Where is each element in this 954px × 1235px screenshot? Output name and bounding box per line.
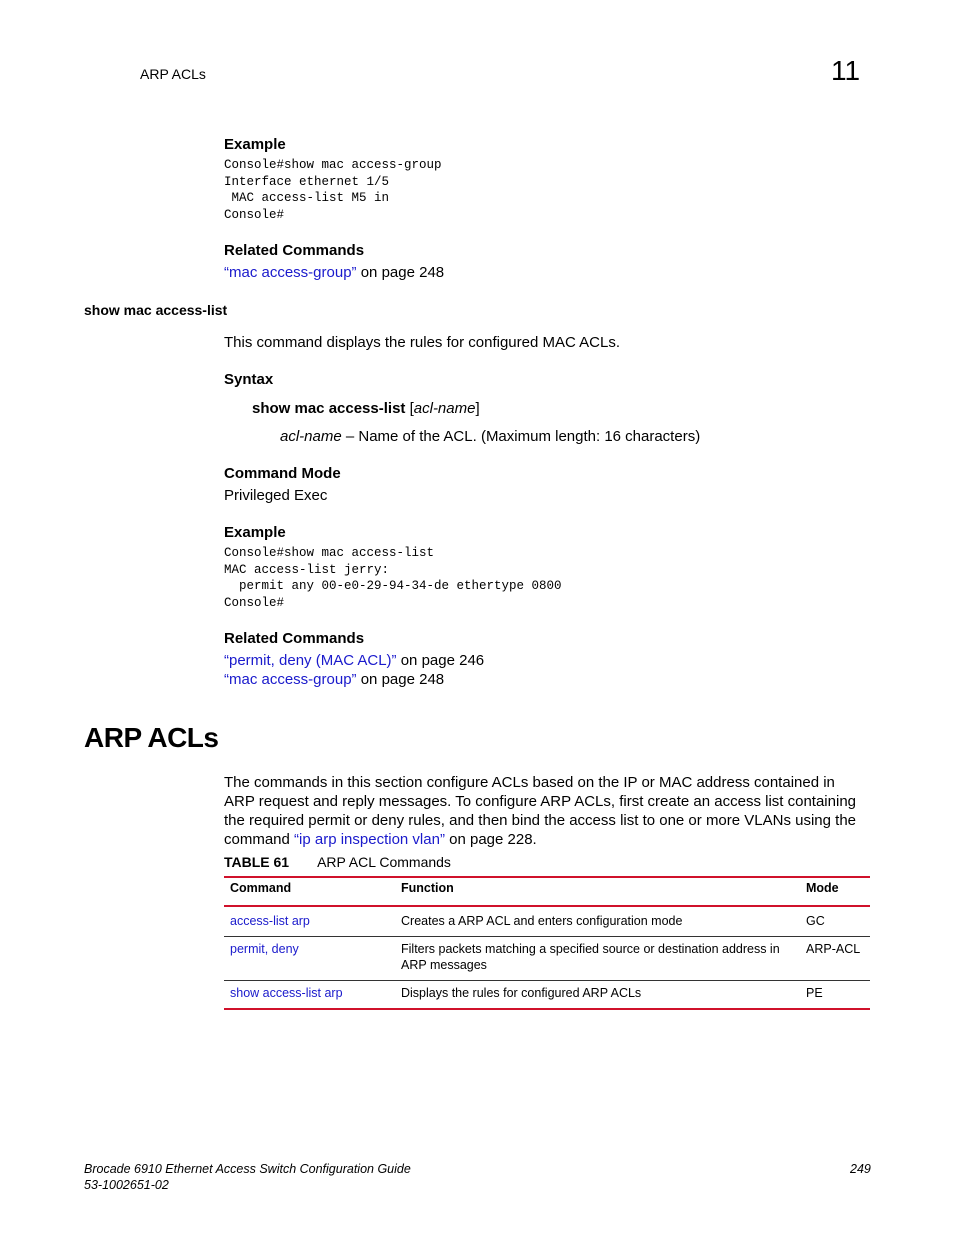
page-reference: on page 248: [356, 264, 445, 281]
section-title: ARP ACLs: [84, 722, 219, 753]
footer-doc-info: [84, 1161, 411, 1193]
table-label: TABLE 61: [224, 854, 290, 870]
related-command-link[interactable]: “permit, deny (MAC ACL)”: [224, 652, 397, 669]
page-reference: on page 246: [396, 652, 485, 669]
column-header-command: Command: [230, 881, 292, 895]
table-row: [224, 937, 870, 981]
syntax-heading: Syntax: [224, 371, 274, 388]
page-reference: on page 248: [356, 671, 445, 688]
intro-link[interactable]: “ip arp inspection vlan”: [294, 831, 445, 848]
example-code: Console#show mac access-list MAC access-list jerry: permit any 00-e0-29-94-34-de ethertype 0800 Console#: [224, 546, 562, 610]
footer-doc-number: 53-1002651-02: [84, 1178, 169, 1192]
section-intro: [224, 773, 864, 849]
parameter-description: [280, 427, 700, 446]
intro-text: The commands in this section configure ACLs based on the IP or MAC address contained in ARP request and reply messages. To configure ARP ACLs, first create an access list containing the required permit or deny rules, and then bind the access list to one or more VLANs using the command: [224, 774, 857, 848]
mode-cell: PE: [806, 986, 823, 1000]
page-number: 249: [850, 1162, 871, 1176]
example-heading: Example: [224, 136, 286, 153]
table-caption: [224, 854, 451, 870]
example-heading: Example: [224, 524, 286, 541]
syntax-bracket: [: [405, 400, 414, 417]
example-code: Console#show mac access-group Interface ethernet 1/5 MAC access-list M5 in Console#: [224, 158, 442, 222]
related-command-link[interactable]: “mac access-group”: [224, 671, 357, 688]
syntax-command: show mac access-list: [252, 400, 406, 417]
mode-cell: GC: [806, 914, 825, 928]
function-cell: Displays the rules for configured ARP ACLs: [401, 986, 642, 1000]
function-cell: Creates a ARP ACL and enters configuration mode: [401, 914, 683, 928]
command-link[interactable]: permit, deny: [230, 942, 299, 956]
related-commands-heading: Related Commands: [224, 242, 365, 259]
table-header-row: [224, 877, 870, 906]
related-command-item: [224, 670, 444, 689]
command-description: This command displays the rules for configured MAC ACLs.: [224, 334, 620, 351]
footer-doc-title: Brocade 6910 Ethernet Access Switch Configuration Guide: [84, 1162, 411, 1176]
command-mode-heading: Command Mode: [224, 465, 341, 482]
table-caption-text: ARP ACL Commands: [317, 854, 451, 870]
running-header: ARP ACLs: [140, 66, 206, 82]
column-header-mode: Mode: [806, 881, 839, 895]
parameter-name: acl-name: [280, 428, 342, 445]
syntax-param: acl-name: [413, 400, 476, 417]
intro-page-reference: on page 228.: [444, 831, 537, 848]
table-row: [224, 981, 870, 1010]
related-command-link[interactable]: “mac access-group”: [224, 264, 357, 281]
parameter-text: – Name of the ACL. (Maximum length: 16 characters): [341, 428, 701, 445]
arp-acl-commands-table: [224, 876, 870, 1010]
chapter-number: 11: [831, 55, 861, 86]
command-link[interactable]: show access-list arp: [230, 986, 343, 1000]
syntax-line: [252, 399, 480, 418]
mode-cell: ARP-ACL: [806, 942, 861, 956]
related-command-item: [224, 263, 444, 282]
column-header-function: Function: [401, 881, 454, 895]
table-row: [224, 906, 870, 937]
related-commands-heading: Related Commands: [224, 630, 365, 647]
command-mode-value: Privileged Exec: [224, 487, 328, 504]
command-link[interactable]: access-list arp: [230, 914, 310, 928]
syntax-bracket: ]: [475, 400, 480, 417]
function-cell: Filters packets matching a specified source or destination address in ARP messages: [401, 942, 780, 972]
related-command-item: [224, 651, 484, 670]
command-title: show mac access-list: [84, 302, 228, 318]
